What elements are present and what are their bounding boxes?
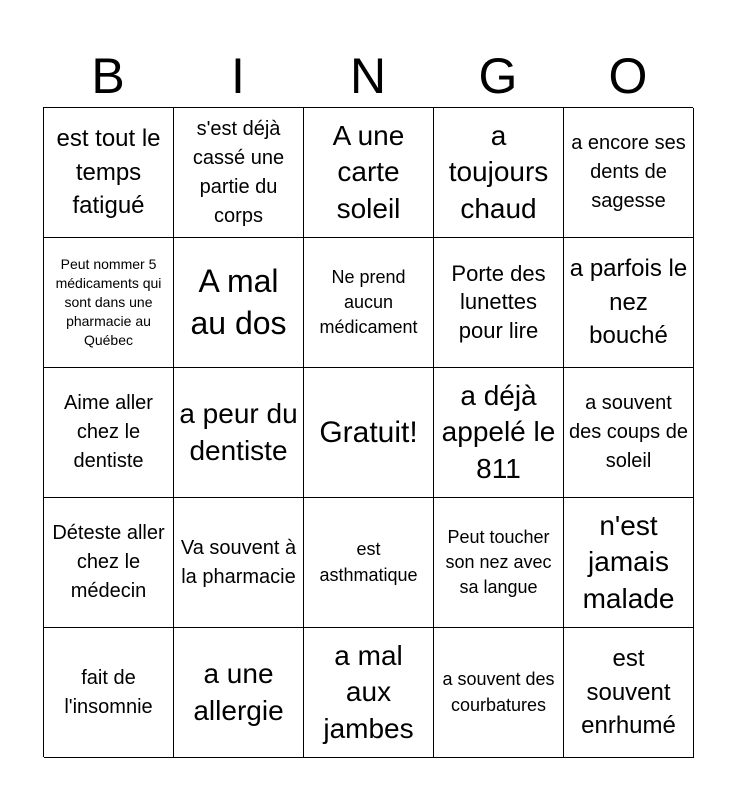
cell-text: a une allergie bbox=[193, 658, 284, 726]
cell-text: a souvent des courbatures bbox=[442, 669, 555, 715]
cell-text: Porte des lunettes pour lire bbox=[451, 260, 546, 343]
header-letter-g: G bbox=[478, 48, 518, 104]
header-letter-i: I bbox=[231, 48, 245, 104]
cell-text: Va souvent à la pharmacie bbox=[180, 536, 297, 588]
cell-text: a déjà appelé le 811 bbox=[441, 379, 556, 484]
bingo-cell[interactable] bbox=[44, 108, 174, 238]
cell-text: Déteste aller chez le médecin bbox=[52, 522, 165, 602]
cell-text: A mal au dos bbox=[190, 262, 287, 341]
cell-text: Aime aller chez le dentiste bbox=[64, 392, 153, 472]
cell-text: A une carte soleil bbox=[332, 119, 405, 224]
header-letter-b: B bbox=[91, 48, 125, 104]
bingo-cell[interactable] bbox=[44, 368, 174, 498]
cell-text: est tout le temps fatigué bbox=[56, 125, 161, 220]
bingo-grid bbox=[43, 107, 693, 757]
header-letter-o: O bbox=[608, 48, 648, 104]
cell-text: a parfois le nez bouché bbox=[569, 255, 688, 350]
bingo-cell[interactable] bbox=[434, 498, 564, 628]
bingo-cell[interactable] bbox=[44, 628, 174, 758]
cell-text: est asthmatique bbox=[319, 539, 418, 585]
cell-text: a peur du dentiste bbox=[179, 398, 298, 466]
bingo-cell[interactable] bbox=[174, 498, 304, 628]
bingo-cell[interactable] bbox=[174, 238, 304, 368]
bingo-cell[interactable] bbox=[434, 108, 564, 238]
cell-text: n'est jamais malade bbox=[582, 509, 675, 614]
bingo-cell[interactable] bbox=[434, 238, 564, 368]
bingo-header bbox=[43, 44, 693, 108]
bingo-cell[interactable] bbox=[174, 368, 304, 498]
cell-text: Peut nommer 5 médicaments qui sont dans une pharmacie au Québec bbox=[55, 256, 162, 348]
bingo-cell[interactable] bbox=[434, 628, 564, 758]
cell-text: a encore ses dents de sagesse bbox=[571, 132, 686, 212]
bingo-cell[interactable] bbox=[174, 628, 304, 758]
cell-text: fait de l'insomnie bbox=[64, 666, 153, 718]
cell-text: a souvent des coups de soleil bbox=[569, 392, 688, 472]
bingo-cell[interactable] bbox=[44, 238, 174, 368]
bingo-cell[interactable] bbox=[174, 108, 304, 238]
cell-text: a mal aux jambes bbox=[323, 639, 414, 744]
header-letter-n: N bbox=[349, 48, 387, 104]
cell-text: a toujours chaud bbox=[448, 119, 549, 224]
cell-text: est souvent enrhumé bbox=[581, 645, 676, 740]
cell-text: Peut toucher son nez avec sa langue bbox=[445, 526, 552, 598]
bingo-cell[interactable] bbox=[564, 628, 694, 758]
bingo-cell[interactable] bbox=[564, 498, 694, 628]
bingo-cell[interactable] bbox=[304, 108, 434, 238]
cell-text: Ne prend aucun médicament bbox=[319, 266, 418, 338]
cell-text: s'est déjà cassé une partie du corps bbox=[192, 117, 285, 227]
bingo-cell[interactable] bbox=[564, 368, 694, 498]
bingo-cell[interactable] bbox=[44, 498, 174, 628]
bingo-cell[interactable] bbox=[564, 108, 694, 238]
free-space-text: Gratuit! bbox=[319, 415, 418, 449]
bingo-cell[interactable] bbox=[304, 498, 434, 628]
bingo-cell[interactable] bbox=[304, 238, 434, 368]
bingo-cell[interactable] bbox=[564, 238, 694, 368]
bingo-cell[interactable] bbox=[434, 368, 564, 498]
free-space-cell[interactable] bbox=[304, 368, 434, 498]
bingo-cell[interactable] bbox=[304, 628, 434, 758]
